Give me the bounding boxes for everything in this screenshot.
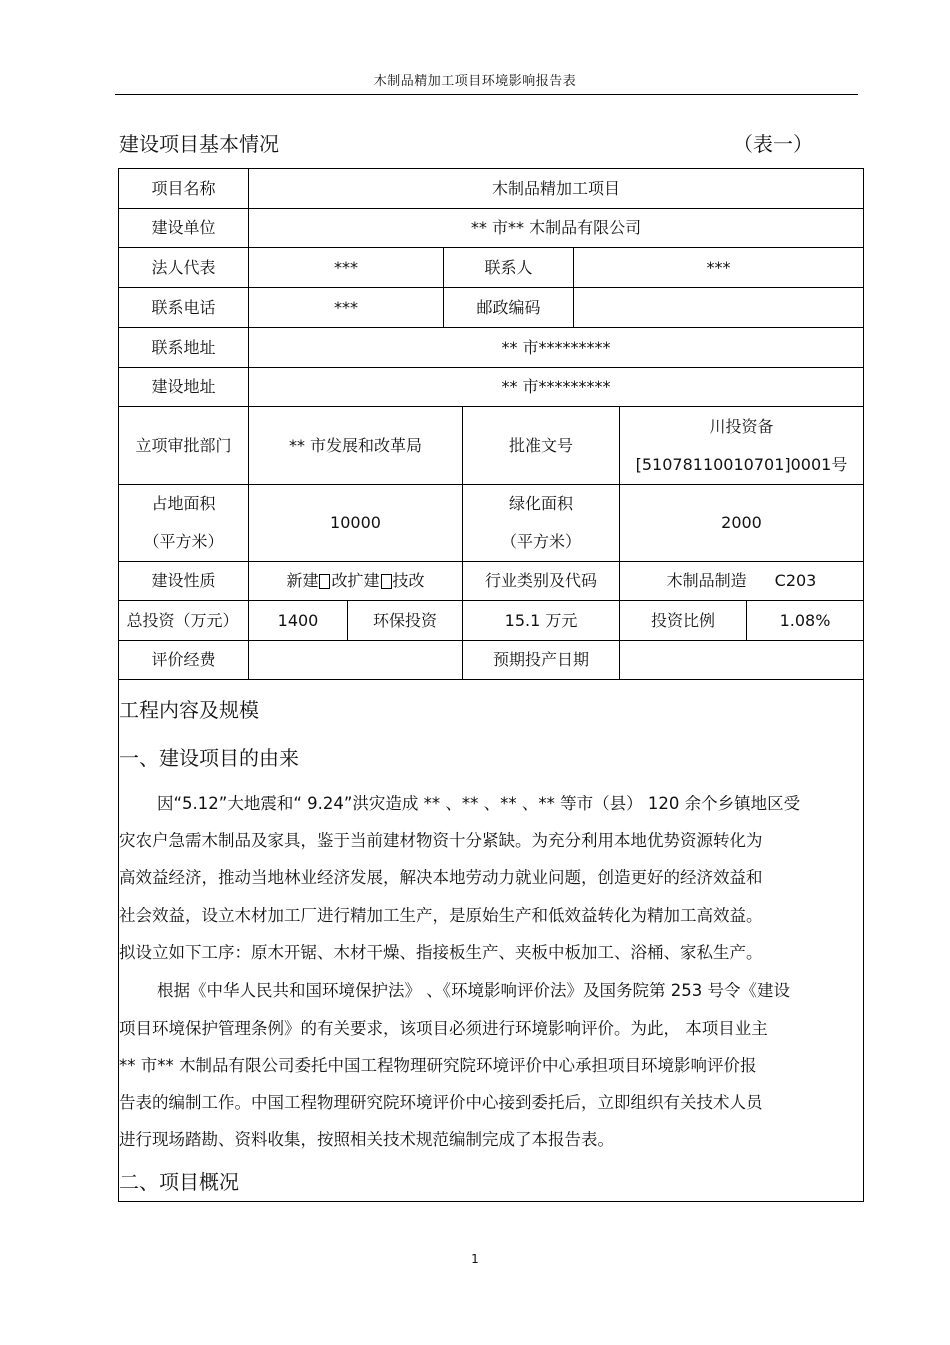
checkbox-new[interactable] [319, 574, 330, 589]
industry-value [620, 562, 863, 600]
contact-address-label: 联系地址 [151, 337, 216, 357]
land-area-value: 10000 [330, 513, 381, 532]
approval-no-line2: [51078110010701]0001号 [635, 454, 848, 474]
paragraph-1-line-4: 社会效益，设立木材加工厂进行精加工生产，是原始生产和低效益转化为精加工高效益。 [119, 906, 763, 925]
build-address-label: 建设地址 [151, 377, 216, 396]
industry-name: 木制品制造 [666, 571, 747, 590]
production-date-label: 预期投产日期 [492, 650, 589, 669]
project-name-value: 木制品精加工项目 [491, 178, 620, 198]
approval-no-line1: 川投资备 [709, 416, 774, 436]
approval-dept-value: ** 市发展和改革局 [288, 435, 423, 455]
eval-fee-label: 评价经费 [151, 650, 216, 669]
nature-label: 建设性质 [151, 571, 216, 590]
phone-label: 联系电话 [151, 297, 216, 317]
total-invest-value: 1400 [277, 610, 319, 630]
land-area-label-line2: （平方米） [143, 532, 224, 551]
paragraph-1-line-1: 因“5.12”大地震和“ 9.24”洪灾造成 ** 、** 、** 、** 等市（县） 120 余个乡镇地区受 [157, 794, 801, 813]
ratio-value: 1.08% [779, 610, 831, 630]
section-heading-origin: 一、建设项目的由来 [119, 746, 299, 770]
paragraph-1-line-2: 灾农户急需木制品及家具，鉴于当前建材物资十分紧缺。为充分利用本地优势资源转化为 [119, 831, 763, 850]
section-title: 建设项目基本情况 [119, 132, 279, 156]
green-area-label-line1: 绿化面积 [508, 494, 573, 513]
legal-rep-value: *** [334, 257, 358, 277]
ratio-label: 投资比例 [650, 610, 715, 630]
approval-dept-label: 立项审批部门 [135, 435, 232, 455]
paragraph-2-line-4: 告表的编制工作。中国工程物理研究院环境评价中心接到委托后，立即组织有关技术人员 [119, 1093, 763, 1112]
approval-no-label: 批准文号 [508, 435, 573, 455]
project-name-label: 项目名称 [151, 178, 216, 198]
build-address-value: ** 市********* [501, 377, 611, 396]
legal-rep-label: 法人代表 [151, 257, 216, 277]
paragraph-2-line-3: ** 市** 木制品有限公司委托中国工程物理研究院环境评价中心承担项目环境影响评价报 [119, 1056, 757, 1075]
builder-value: ** 市** 木制品有限公司 [470, 218, 642, 237]
contact-value: *** [706, 257, 731, 277]
contact-label: 联系人 [484, 257, 533, 277]
paragraph-1-line-5: 拟设立如下工序：原木开锯、木材干燥、指接板生产、夹板中板加工、浴桶、家私生产。 [119, 943, 763, 962]
checkbox-rebuild[interactable] [381, 574, 392, 589]
section-heading-overview: 二、项目概况 [119, 1170, 239, 1194]
eval-fee-value [249, 641, 462, 679]
total-invest-label: 总投资（万元） [126, 610, 239, 630]
production-date-value [620, 641, 863, 679]
paragraph-2-line-2: 项目环境保护管理条例》的有关要求，该项目必须进行环境影响评价。为此， 本项目业主 [119, 1019, 768, 1038]
running-header: 木制品精加工项目环境影响报告表 [373, 74, 577, 89]
paragraph-1-line-3: 高效益经济，推动当地林业经济发展，解决本地劳动力就业问题，创造更好的经济效益和 [119, 868, 763, 887]
env-invest-label: 环保投资 [372, 610, 437, 630]
nature-value [249, 562, 462, 600]
land-area-label-line1: 占地面积 [151, 494, 216, 513]
approval-no-value [620, 407, 863, 484]
page-number: 1 [471, 1252, 479, 1266]
green-area-label-line2: （平方米） [500, 532, 581, 551]
scope-heading: 工程内容及规模 [119, 698, 259, 722]
table-tag: （表一） [733, 132, 813, 156]
green-area-value: 2000 [721, 513, 762, 532]
nature-tech: 技改 [392, 571, 425, 590]
green-area-label [463, 485, 619, 561]
nature-new: 新建 [286, 571, 319, 590]
nature-rebuild: 改扩建 [331, 571, 380, 590]
postcode-value [574, 288, 863, 327]
industry-code: C203 [774, 571, 817, 590]
paragraph-2-line-1: 根据《中华人民共和国环境保护法》 、《环境影响评价法》及国务院第 253 号令《建设 [157, 981, 790, 1000]
paragraph-2-line-5: 进行现场踏勘、资料收集，按照相关技术规范编制完成了本报告表。 [119, 1130, 614, 1149]
postcode-label: 邮政编码 [476, 297, 541, 317]
contact-address-value: ** 市********* [501, 337, 611, 357]
industry-label: 行业类别及代码 [484, 571, 597, 590]
builder-label: 建设单位 [151, 218, 216, 237]
env-invest-value: 15.1 万元 [504, 610, 578, 630]
land-area-label [119, 485, 248, 561]
phone-value: *** [334, 297, 358, 317]
